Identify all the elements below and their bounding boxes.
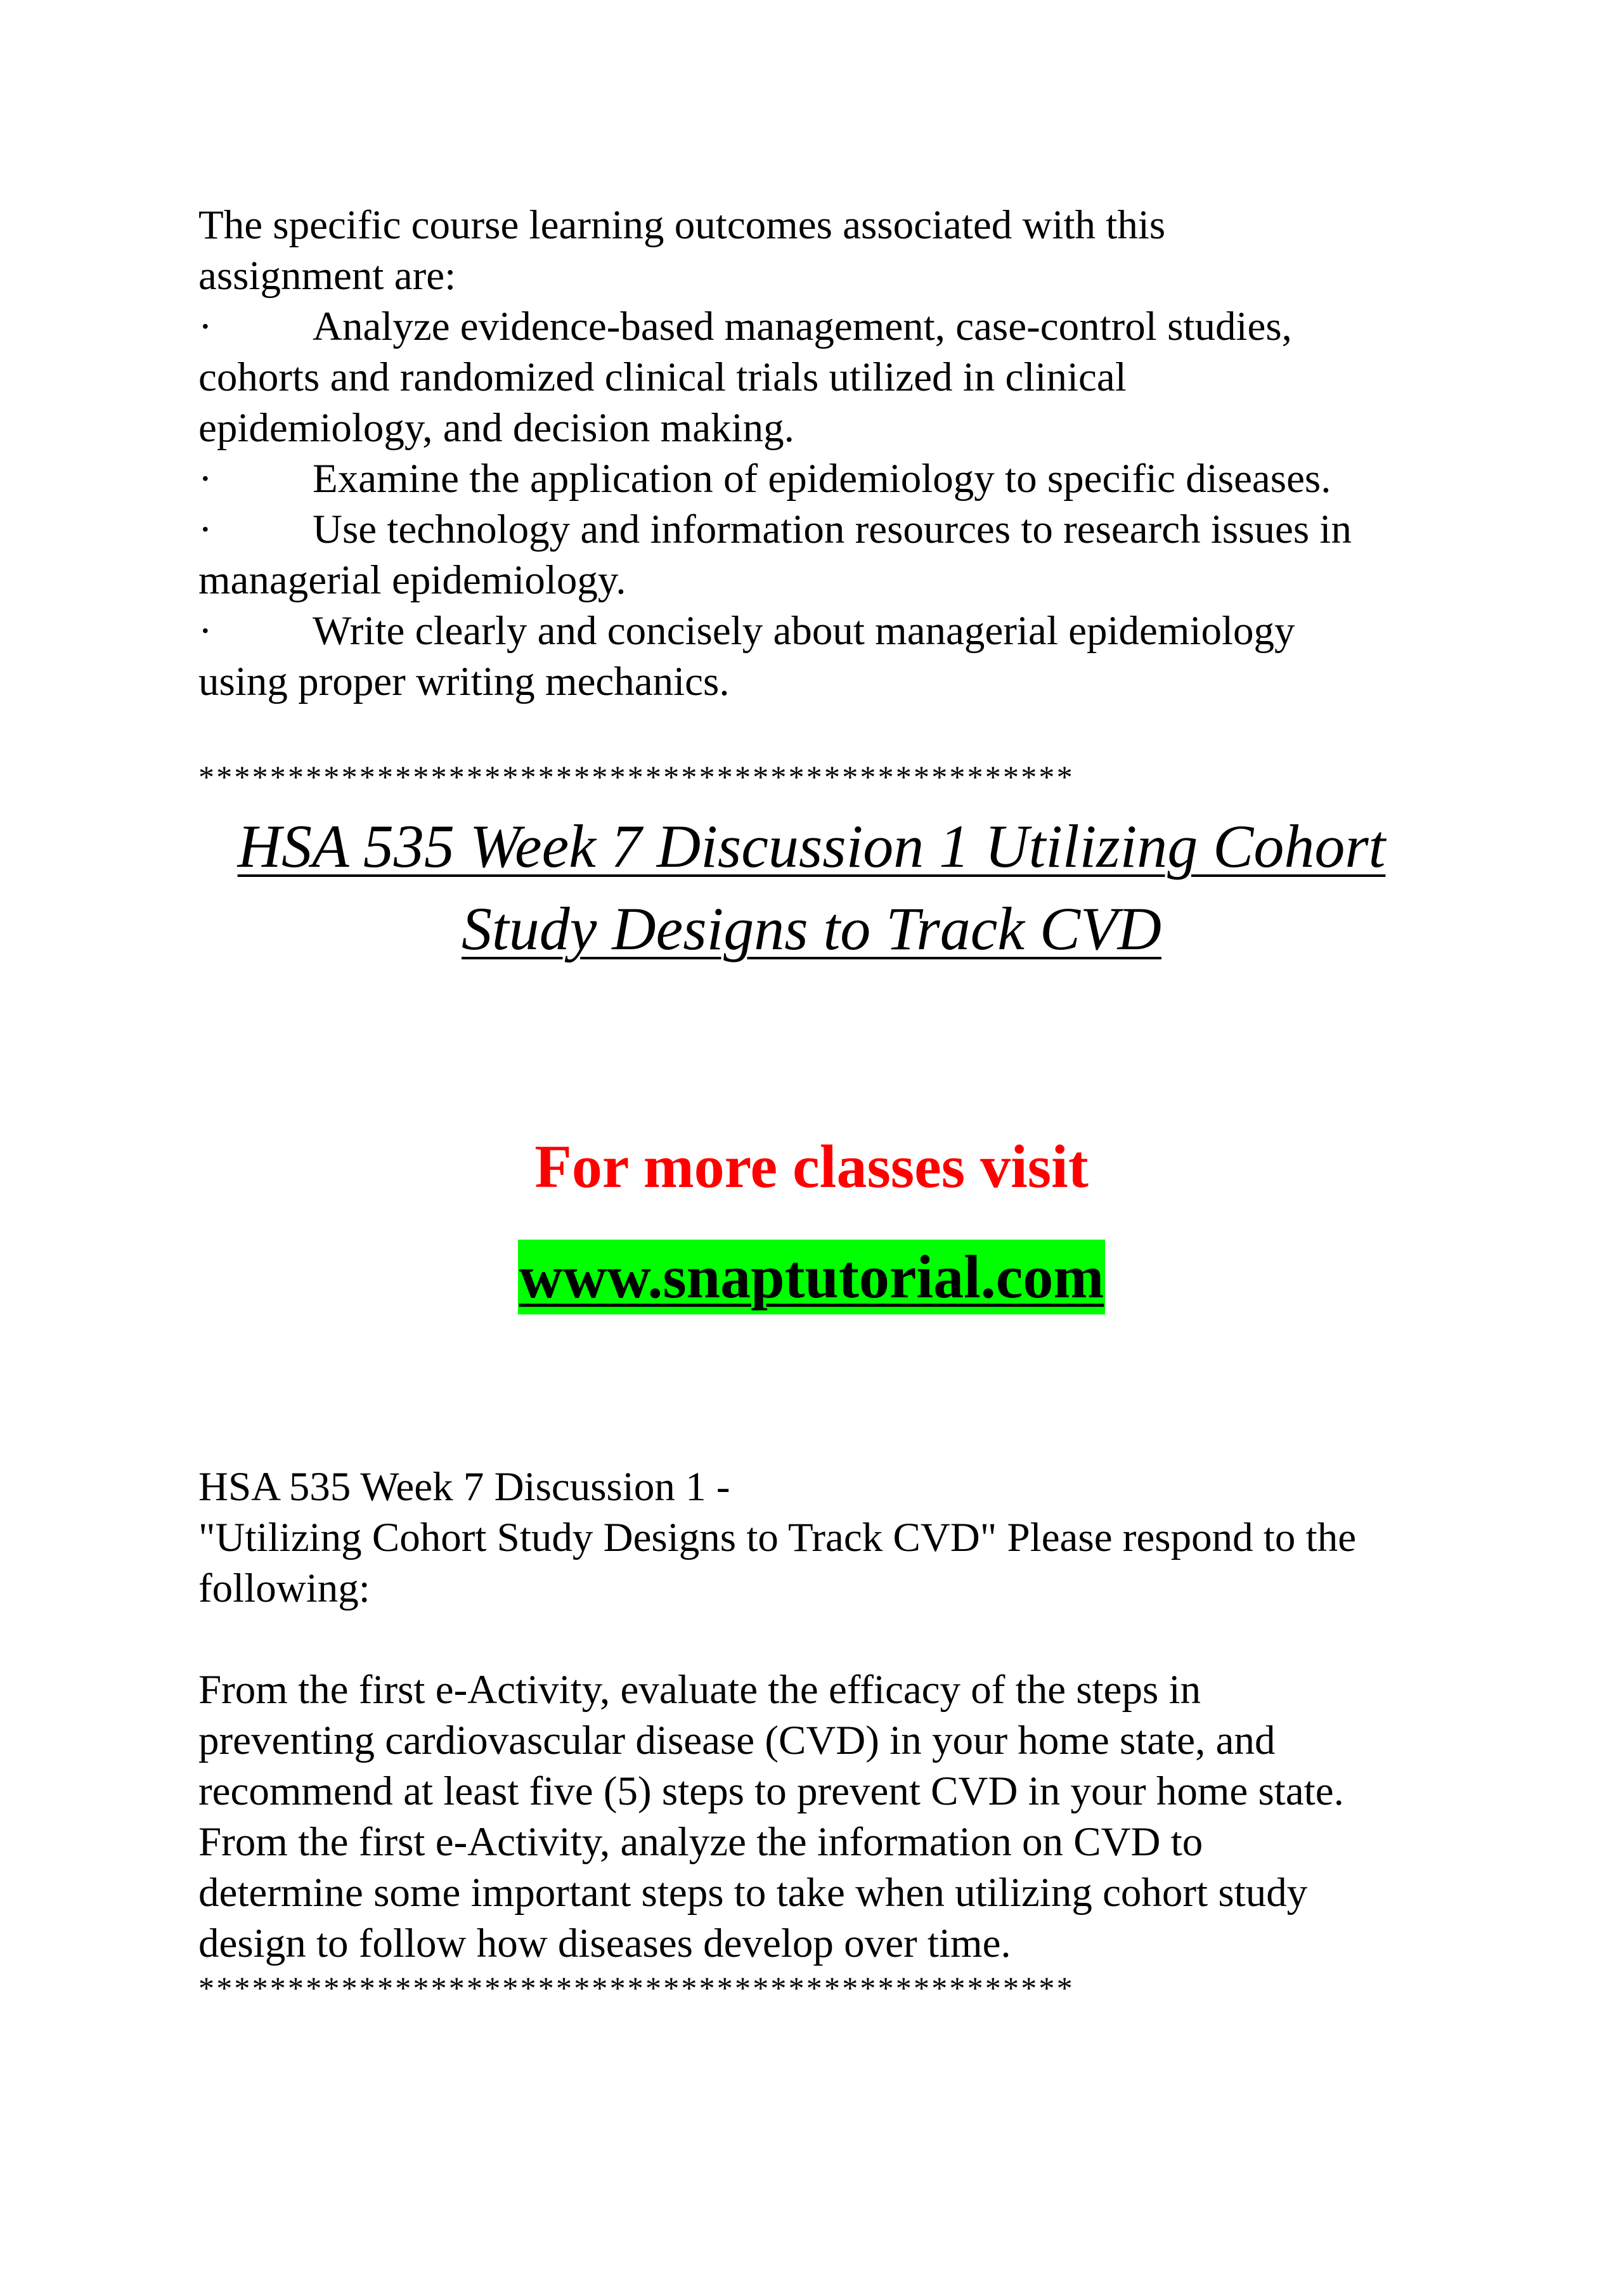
promo-url-link[interactable]: www.snaptutorial.com: [518, 1240, 1106, 1314]
heading-line-1: HSA 535 Week 7 Discussion 1 Utilizing Cohort: [237, 812, 1386, 880]
bullet-icon: ·: [198, 507, 212, 552]
outcome-item-2: [198, 453, 1331, 504]
discussion-prompt-line-2: following:: [198, 1566, 370, 1611]
outcome-item-1: [198, 301, 1292, 352]
outcome-item-3-line-2: managerial epidemiology.: [198, 557, 626, 603]
outcome-item-4-line-2: using proper writing mechanics.: [198, 659, 730, 704]
outcome-item-2-line-1: Examine the application of epidemiology to specific diseases.: [313, 456, 1331, 502]
separator-top: *************************************************: [198, 759, 1075, 795]
outcome-item-1-line-2: cohorts and randomized clinical trials utilized in clinical: [198, 354, 1127, 400]
outcome-item-4: [198, 606, 1295, 656]
promo-text: For more classes visit: [534, 1132, 1089, 1200]
discussion-para-line-4: From the first e-Activity, analyze the information on CVD to: [198, 1819, 1203, 1865]
outcomes-intro-line-1: The specific course learning outcomes associated with this: [198, 202, 1166, 248]
outcome-item-1-line-3: epidemiology, and decision making.: [198, 405, 794, 451]
outcome-item-4-line-1: Write clearly and concisely about managerial epidemiology: [313, 608, 1295, 654]
heading-line-2: Study Designs to Track CVD: [462, 895, 1161, 963]
discussion-prompt-line-1: "Utilizing Cohort Study Designs to Track CVD" Please respond to the: [198, 1515, 1357, 1560]
bullet-icon: ·: [198, 608, 212, 654]
discussion-para-line-3: recommend at least five (5) steps to prevent CVD in your home state.: [198, 1768, 1344, 1814]
bullet-icon: ·: [198, 456, 212, 502]
discussion-title: HSA 535 Week 7 Discussion 1 -: [198, 1464, 730, 1510]
outcome-item-1-line-1: Analyze evidence-based management, case-control studies,: [313, 304, 1292, 349]
outcome-item-3-line-1: Use technology and information resources to research issues in: [313, 507, 1352, 552]
separator-bottom: *************************************************: [198, 1970, 1075, 2006]
outcomes-intro-line-2: assignment are:: [198, 253, 456, 299]
discussion-para-line-1: From the first e-Activity, evaluate the efficacy of the steps in: [198, 1667, 1201, 1713]
outcome-item-3: [198, 504, 1352, 555]
discussion-para-line-5: determine some important steps to take when utilizing cohort study: [198, 1870, 1308, 1916]
discussion-para-line-6: design to follow how diseases develop over time.: [198, 1921, 1011, 1966]
bullet-icon: ·: [198, 304, 212, 349]
discussion-para-line-2: preventing cardiovascular disease (CVD) in your home state, and: [198, 1718, 1276, 1763]
promo-url-wrap: [0, 1240, 1623, 1314]
